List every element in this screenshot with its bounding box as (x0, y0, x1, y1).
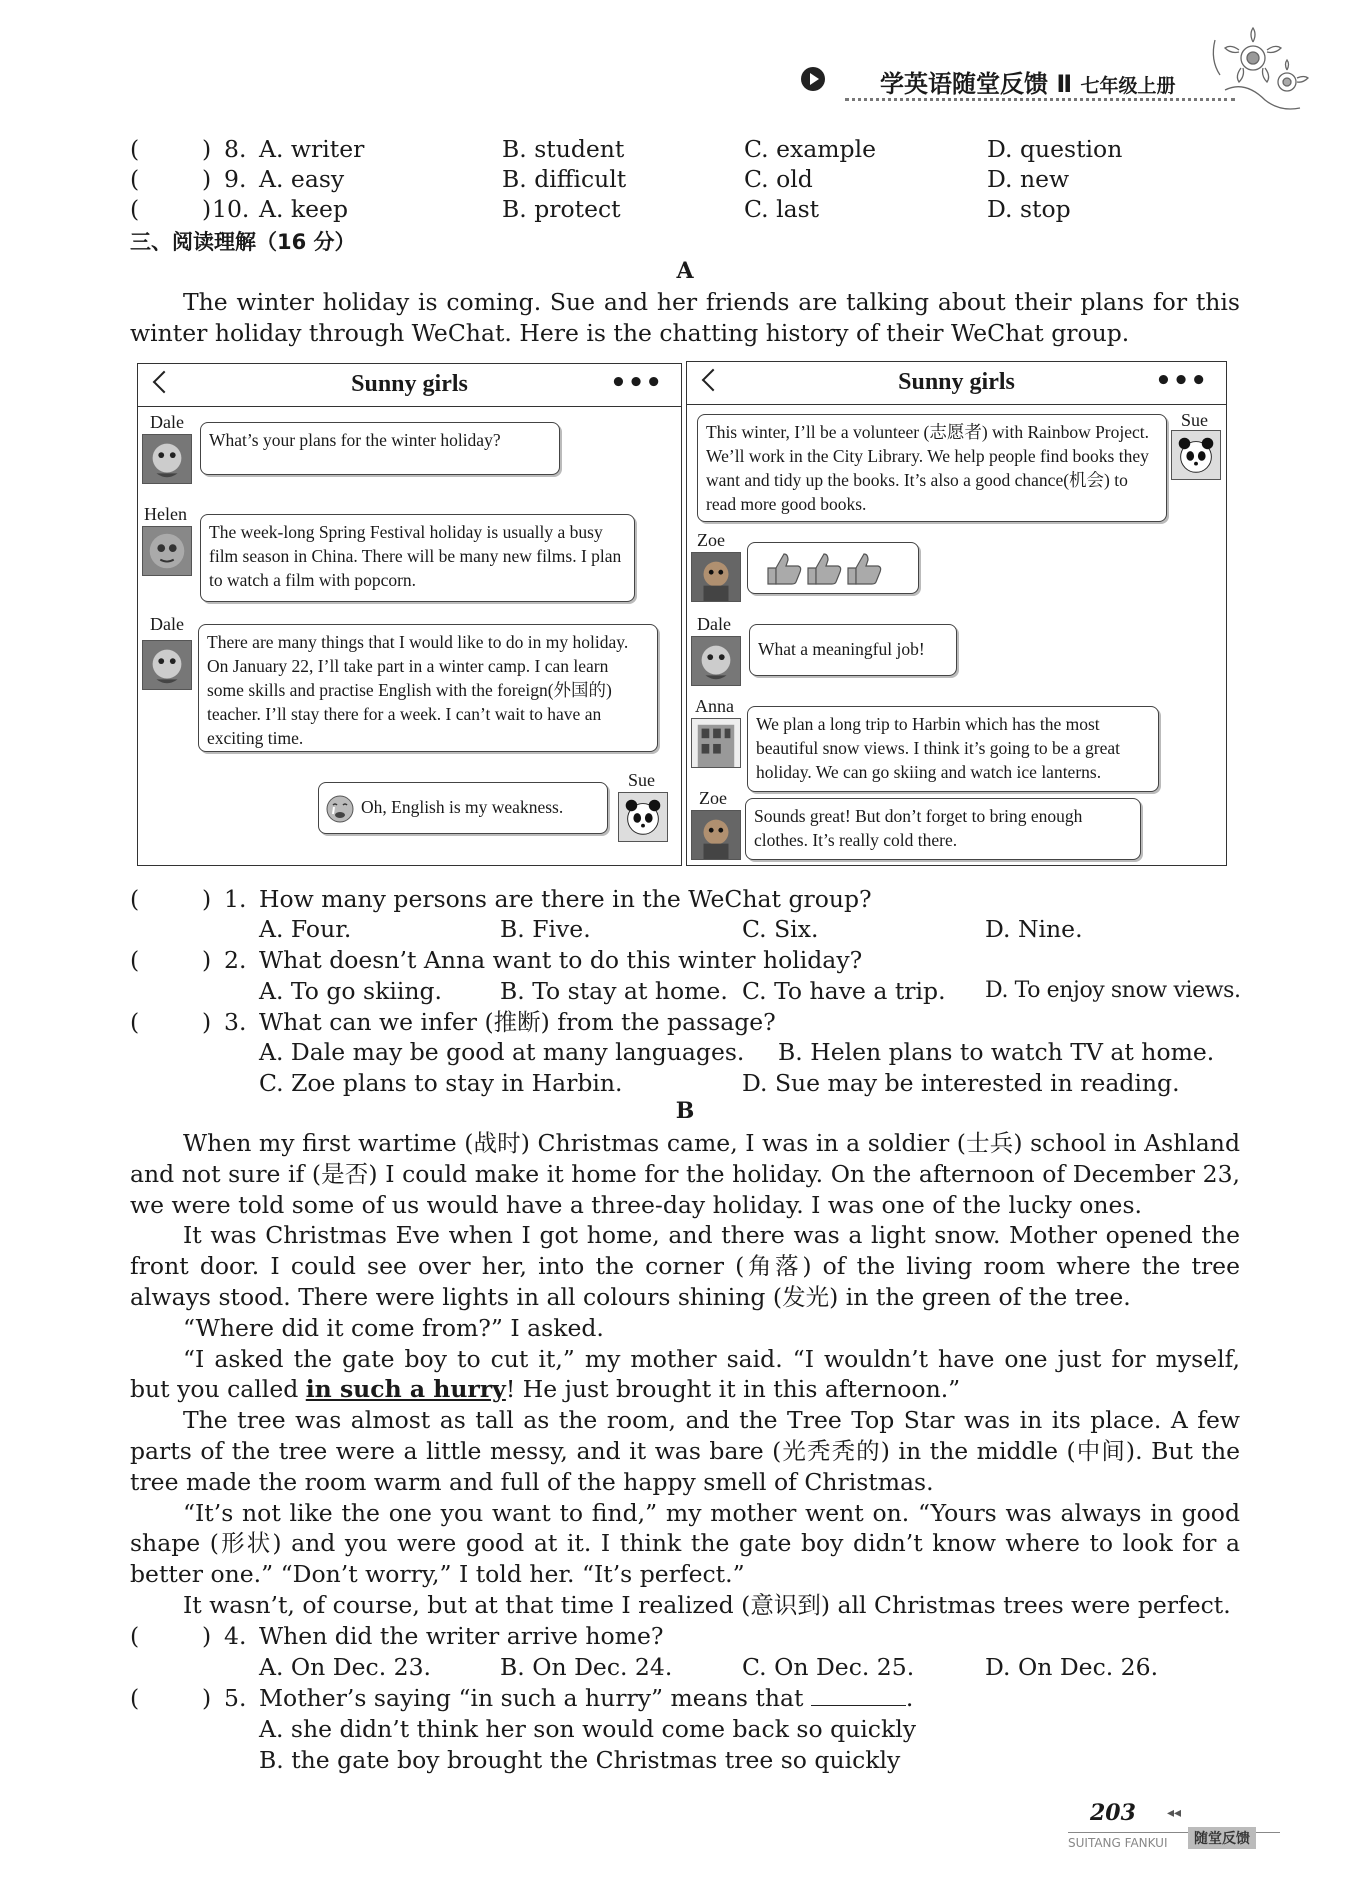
chat-bubble-text: Oh, English is my weakness. (361, 797, 564, 817)
sender-name: Sue (1181, 410, 1208, 430)
option-b: B. On Dec. 24. (500, 1653, 673, 1681)
paragraph: The tree was almost as tall as the room, and the Tree Top Star was in its place. A few parts of the tree were a little messy, and it was bare (光秃秃的) in the middle (中间). But the tree made the room warm and full of the happy smell of Christmas. (130, 1406, 1240, 1496)
chat-bubble: There are many things that I would like to do in my holiday. On January 22, I’ll take part in a winter camp. I can learn some skills and practise English with the foreign(外国的) teacher. I’ll stay there for a week. I can’t wait to have an exciting time. (198, 624, 658, 752)
answer-paren[interactable]: ( (130, 885, 140, 913)
chat-panel-left (137, 363, 682, 866)
option-b: B. To stay at home. (500, 977, 728, 1005)
option-a: A. she didn’t think her son would come back so quickly (259, 1715, 916, 1743)
sender-name: Sue (628, 770, 655, 790)
answer-paren-close: ) (202, 885, 212, 913)
answer-paren[interactable]: ( (130, 165, 140, 193)
question-number: 5. (224, 1684, 247, 1712)
answer-paren[interactable]: ( (130, 1684, 140, 1712)
avatar-dale (691, 636, 741, 686)
option-a: A. Dale may be good at many languages. (259, 1038, 745, 1066)
chat-bubble: What’s your plans for the winter holiday? (200, 422, 560, 475)
option-b: B. the gate boy brought the Christmas tree so quickly (259, 1746, 901, 1774)
page-number: 203 (1090, 1800, 1136, 1826)
question-text: How many persons are there in the WeChat group? (259, 885, 872, 913)
avatar-anna (691, 718, 741, 768)
option-c: C. old (744, 165, 813, 193)
paragraph: “Where did it come from?” I asked. (183, 1313, 604, 1342)
chat-bubble: Sounds great! But don’t forget to bring enough clothes. It’s really cold there. (745, 798, 1141, 860)
paragraph: “I asked the gate boy to cut it,” my mother said. “I wouldn’t have one just for myself, but you called in such a hurry! He just brought it in this afternoon.” (130, 1344, 1240, 1404)
question-number: 8. (224, 135, 247, 163)
sender-name: Dale (150, 412, 184, 432)
highlighted-phrase: in such a hurry (305, 1375, 506, 1404)
thumbs-up-icon (756, 548, 906, 588)
avatar-zoe (691, 552, 741, 602)
avatar-sue (618, 792, 668, 842)
chat-header (138, 364, 681, 407)
sender-name: Zoe (699, 788, 727, 808)
avatar-dale (142, 640, 192, 690)
answer-paren-close: ) (202, 946, 212, 974)
sender-name: Dale (150, 614, 184, 634)
avatar-helen (142, 526, 192, 576)
footer-brand-en: SUITANG FANKUI (1068, 1836, 1168, 1850)
option-d: D. Sue may be interested in reading. (742, 1069, 1180, 1097)
question-number: 2. (224, 946, 247, 974)
chat-bubble: The week-long Spring Festival holiday is usually a busy film season in China. There will be many new films. I plan to watch a film with popcorn. (200, 514, 635, 602)
answer-paren-close: ) (202, 1684, 212, 1712)
answer-paren[interactable]: ( (130, 1008, 140, 1036)
play-icon (800, 66, 826, 92)
chat-bubble (747, 542, 919, 594)
sender-name: Anna (695, 696, 734, 716)
question-number: 9. (224, 165, 247, 193)
arrow-icon: ◂◂ (1167, 1805, 1182, 1821)
option-d: D. Nine. (985, 915, 1083, 943)
option-a: A. writer (259, 135, 365, 163)
footer-brand-cn: 随堂反馈 (1188, 1827, 1256, 1849)
paragraph: It wasn’t, of course, but at that time I realized (意识到) all Christmas trees were perfect. (183, 1590, 1231, 1619)
more-options-icon[interactable]: ••• (610, 368, 663, 398)
passage-a-label: A (676, 258, 694, 284)
paragraph: “It’s not like the one you want to find,” my mother went on. “Yours was always in good shape (形状) and you were good at it. I think the gate boy didn’t know where to look for a better one.” “Don’t worry,” I told her. “It’s perfect.” (130, 1498, 1240, 1589)
question-text: When did the writer arrive home? (259, 1622, 664, 1650)
question-number: 10. (212, 195, 250, 223)
option-b: B. difficult (502, 165, 627, 193)
chat-title: Sunny girls (351, 371, 468, 397)
sender-name: Zoe (697, 530, 725, 550)
crying-face-icon (325, 794, 355, 824)
more-options-icon[interactable]: ••• (1155, 366, 1208, 396)
avatar-dale (142, 434, 192, 484)
chat-header (687, 362, 1226, 405)
answer-paren-close: ) (202, 165, 212, 193)
answer-paren-close: ) (202, 195, 212, 223)
answer-blank[interactable] (811, 1705, 906, 1706)
passage-b-body (130, 1128, 1240, 1621)
passage-a-intro: The winter holiday is coming. Sue and her friends are talking about their plans for this winter holiday through WeChat. Here is the chatting history of their WeChat group. (130, 288, 1240, 347)
question-text: Mother’s saying “in such a hurry” means that . (259, 1684, 914, 1712)
option-a: A. keep (259, 195, 349, 223)
chat-bubble: What a meaningful job! (749, 624, 957, 676)
question-text: What doesn’t Anna want to do this winter holiday? (259, 946, 863, 974)
question-text: What can we infer (推断) from the passage? (259, 1008, 776, 1036)
option-d: D. To enjoy snow views. (985, 978, 1241, 1003)
option-c: C. last (744, 195, 820, 223)
question-number: 4. (224, 1622, 247, 1650)
option-d: D. stop (987, 195, 1071, 223)
option-d: D. question (987, 135, 1123, 163)
paragraph: When my first wartime (战时) Christmas came, I was in a soldier (士兵) school in Ashland and not sure if (是否) I could make it home for the holiday. On the afternoon of December 23, we were told some of us would have a three-day holiday. I was one of the lucky ones. (130, 1129, 1240, 1219)
sunflower-decoration-icon (1205, 20, 1315, 120)
answer-paren[interactable]: ( (130, 1622, 140, 1650)
chat-bubble: We plan a long trip to Harbin which has the most beautiful snow views. I think it’s going to be a great holiday. We can go skiing and watch ice lanterns. (747, 706, 1159, 792)
answer-paren-close: ) (202, 1008, 212, 1036)
header-dotted-rule (845, 98, 1235, 101)
answer-paren-close: ) (202, 1622, 212, 1650)
paragraph: It was Christmas Eve when I got home, and there was a light snow. Mother opened the front door. I could see over her, into the corner (角落) of the living room where the tree always stood. There were lights in all colours shining (发光) in the green of the tree. (130, 1221, 1240, 1311)
option-a: A. easy (259, 165, 345, 193)
option-b: B. Five. (500, 915, 591, 943)
option-a: A. Four. (259, 915, 352, 943)
option-b: B. Helen plans to watch TV at home. (778, 1038, 1215, 1066)
chat-panel-right (686, 361, 1227, 866)
passage-b-label: B (675, 1098, 695, 1124)
option-c: C. On Dec. 25. (742, 1653, 915, 1681)
chat-bubble: This winter, I’ll be a volunteer (志愿者) with Rainbow Project. We’ll work in the City Library. We help people find books they want and tidy up the books. It’s also a good chance(机会) to read more good books. (697, 414, 1167, 522)
option-c: C. Six. (742, 915, 819, 943)
header-title: 学英语随堂反馈 Ⅱ 七年级上册 (880, 70, 1176, 98)
option-b: B. student (502, 135, 625, 163)
question-number: 3. (224, 1008, 247, 1036)
option-c: C. Zoe plans to stay in Harbin. (259, 1069, 623, 1097)
option-d: D. new (987, 165, 1070, 193)
chat-bubble (318, 782, 608, 834)
avatar-zoe (691, 810, 741, 860)
section-title: 三、阅读理解（16 分） (130, 230, 356, 254)
answer-paren[interactable]: ( (130, 195, 140, 223)
question-number: 1. (224, 885, 247, 913)
answer-paren[interactable]: ( (130, 946, 140, 974)
option-c: C. To have a trip. (742, 977, 946, 1005)
answer-paren-close: ) (202, 135, 212, 163)
option-c: C. example (744, 135, 877, 163)
sender-name: Dale (697, 614, 731, 634)
option-a: A. On Dec. 23. (259, 1653, 432, 1681)
option-a: A. To go skiing. (259, 977, 443, 1005)
avatar-sue (1171, 430, 1221, 480)
answer-paren[interactable]: ( (130, 135, 140, 163)
option-d: D. On Dec. 26. (985, 1653, 1159, 1681)
chat-title: Sunny girls (898, 369, 1015, 395)
sender-name: Helen (144, 504, 187, 524)
option-b: B. protect (502, 195, 621, 223)
